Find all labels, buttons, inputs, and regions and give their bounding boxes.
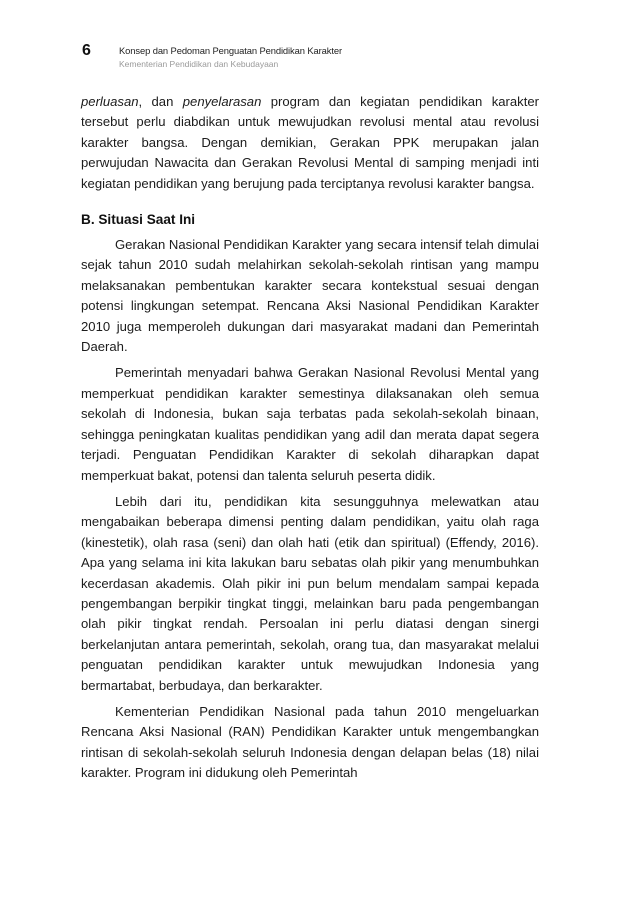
intro-text-2: program dan kegiatan pendidikan karakter tersebut perlu diabdikan untuk mewujudkan revolusi mental atau revolusi karakter bangsa. Dengan demikian, Gerakan PPK merupakan jalan perwujudan Nawacita dan Gerakan Revolusi Mental di samping menjadi inti kegiatan pendidikan yang berujung pada terciptanya revolusi karakter bangsa.: [81, 94, 539, 191]
paragraph: Pemerintah menyadari bahwa Gerakan Nasional Revolusi Mental yang memperkuat pendidikan karakter semestinya dilaksanakan oleh semua sekolah di Indonesia, bukan saja terbatas pada sekolah-sekolah binaan, sehingga peningkatan kualitas pendidikan yang adil dan merata dapat segera terjadi. Penguatan Pendidikan Karakter di sekolah diharapkan dapat memperkuat bakat, potensi dan talenta seluruh peserta didik.: [81, 365, 539, 483]
publisher-subtitle: Kementerian Pendidikan dan Kebudayaan: [119, 59, 279, 69]
intro-text-1: , dan: [138, 94, 183, 109]
body-text: [81, 92, 539, 784]
intro-paragraph: [81, 92, 539, 194]
intro-italic-2: penyelarasan: [182, 94, 262, 109]
paragraph: Gerakan Nasional Pendidikan Karakter yang secara intensif telah dimulai sejak tahun 2010 sudah melahirkan sekolah-sekolah rintisan yang mampu melaksanakan pembentukan karakter secara kontekstual sesuai dengan potensi lingkungan setempat. Rencana Aksi Nasional Pendidikan Karakter 2010 juga memperoleh dukungan dari masyarakat madani dan Pemerintah Daerah.: [81, 237, 539, 355]
page-number: 6: [82, 42, 91, 59]
book-title: Konsep dan Pedoman Penguatan Pendidikan Karakter: [119, 45, 342, 56]
section-heading: B. Situasi Saat Ini: [81, 212, 196, 228]
intro-italic-1: perluasan: [81, 94, 139, 109]
paragraph: Lebih dari itu, pendidikan kita sesungguhnya melewatkan atau mengabaikan beberapa dimensi penting dalam pendidikan, yaitu olah raga (kinestetik), olah rasa (seni) dan olah hati (etik dan spiritual) (Effendy, 2016). Apa yang selama ini kita lakukan baru sebatas olah pikir yang menumbuhkan kecerdasan akademis. Olah pikir ini pun belum mendalam sampai kepada pengembangan berpikir tingkat tinggi, melainkan baru pada pengembangan olah pikir tingkat rendah. Persoalan ini perlu diatasi dengan sinergi berkelanjutan antara pemerintah, sekolah, orang tua, dan masyarakat melalui penguatan pendidikan karakter untuk mewujudkan Indonesia yang bermartabat, berbudaya, dan berkarakter.: [81, 493, 539, 693]
paragraph: Kementerian Pendidikan Nasional pada tahun 2010 mengeluarkan Rencana Aksi Nasional (RAN) Pendidikan Karakter untuk mengembangkan rintisan di sekolah-sekolah seluruh Indonesia dengan delapan belas (18) nilai karakter. Program ini didukung oleh Pemerintah: [81, 703, 539, 781]
running-header: [82, 42, 562, 74]
